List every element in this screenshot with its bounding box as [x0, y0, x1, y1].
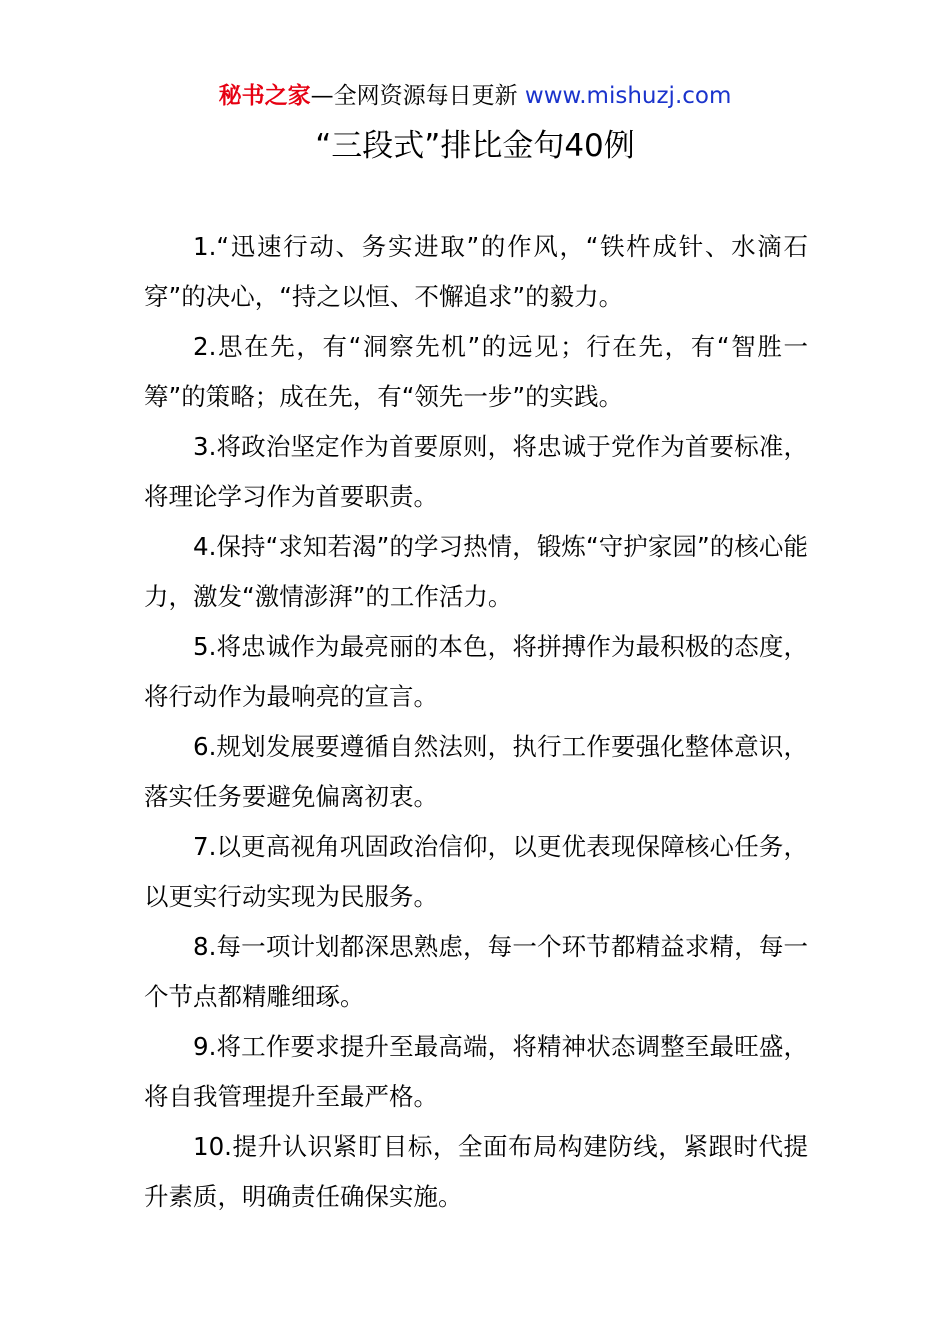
paragraph-4: 4.保持“求知若渴”的学习热情，锻炼“守护家园”的核心能力，激发“激情澎湃”的工作活力。: [144, 532, 808, 611]
paragraph-9: 9.将工作要求提升至最高端，将精神状态调整至最旺盛，将自我管理提升至最严格。: [144, 1032, 808, 1111]
brand-name: 秘书之家: [218, 83, 311, 109]
paragraph-8: 8.每一项计划都深思熟虑，每一个环节都精益求精，每一个节点都精雕细琢。: [144, 932, 808, 1011]
paragraph-6: 6.规划发展要遵循自然法则，执行工作要强化整体意识，落实任务要避免偏离初衷。: [144, 732, 808, 811]
paragraph-5: 5.将忠诚作为最亮丽的本色，将拼搏作为最积极的态度，将行动作为最响亮的宣言。: [144, 632, 808, 711]
document-title: “三段式”排比金句40例: [315, 128, 635, 164]
paragraph-1: 1.“迅速行动、务实进取”的作风，“铁杵成针、水滴石穿”的决心，“持之以恒、不懈追求”的毅力。: [144, 232, 808, 311]
site-header: [0, 80, 950, 112]
document-body: [144, 222, 808, 1222]
paragraph-3: 3.将政治坚定作为首要原则，将忠诚于党作为首要标准，将理论学习作为首要职责。: [144, 432, 808, 511]
paragraph-10: 10.提升认识紧盯目标，全面布局构建防线，紧跟时代提升素质，明确责任确保实施。: [144, 1132, 808, 1211]
paragraph-7: 7.以更高视角巩固政治信仰，以更优表现保障核心任务，以更实行动实现为民服务。: [144, 832, 808, 911]
paragraph-2: 2.思在先，有“洞察先机”的远见；行在先，有“智胜一筹”的策略；成在先，有“领先一步”的实践。: [144, 332, 808, 411]
site-tagline: —全网资源每日更新: [310, 83, 518, 109]
site-url-link[interactable]: www.mishuzj.com: [524, 83, 732, 109]
